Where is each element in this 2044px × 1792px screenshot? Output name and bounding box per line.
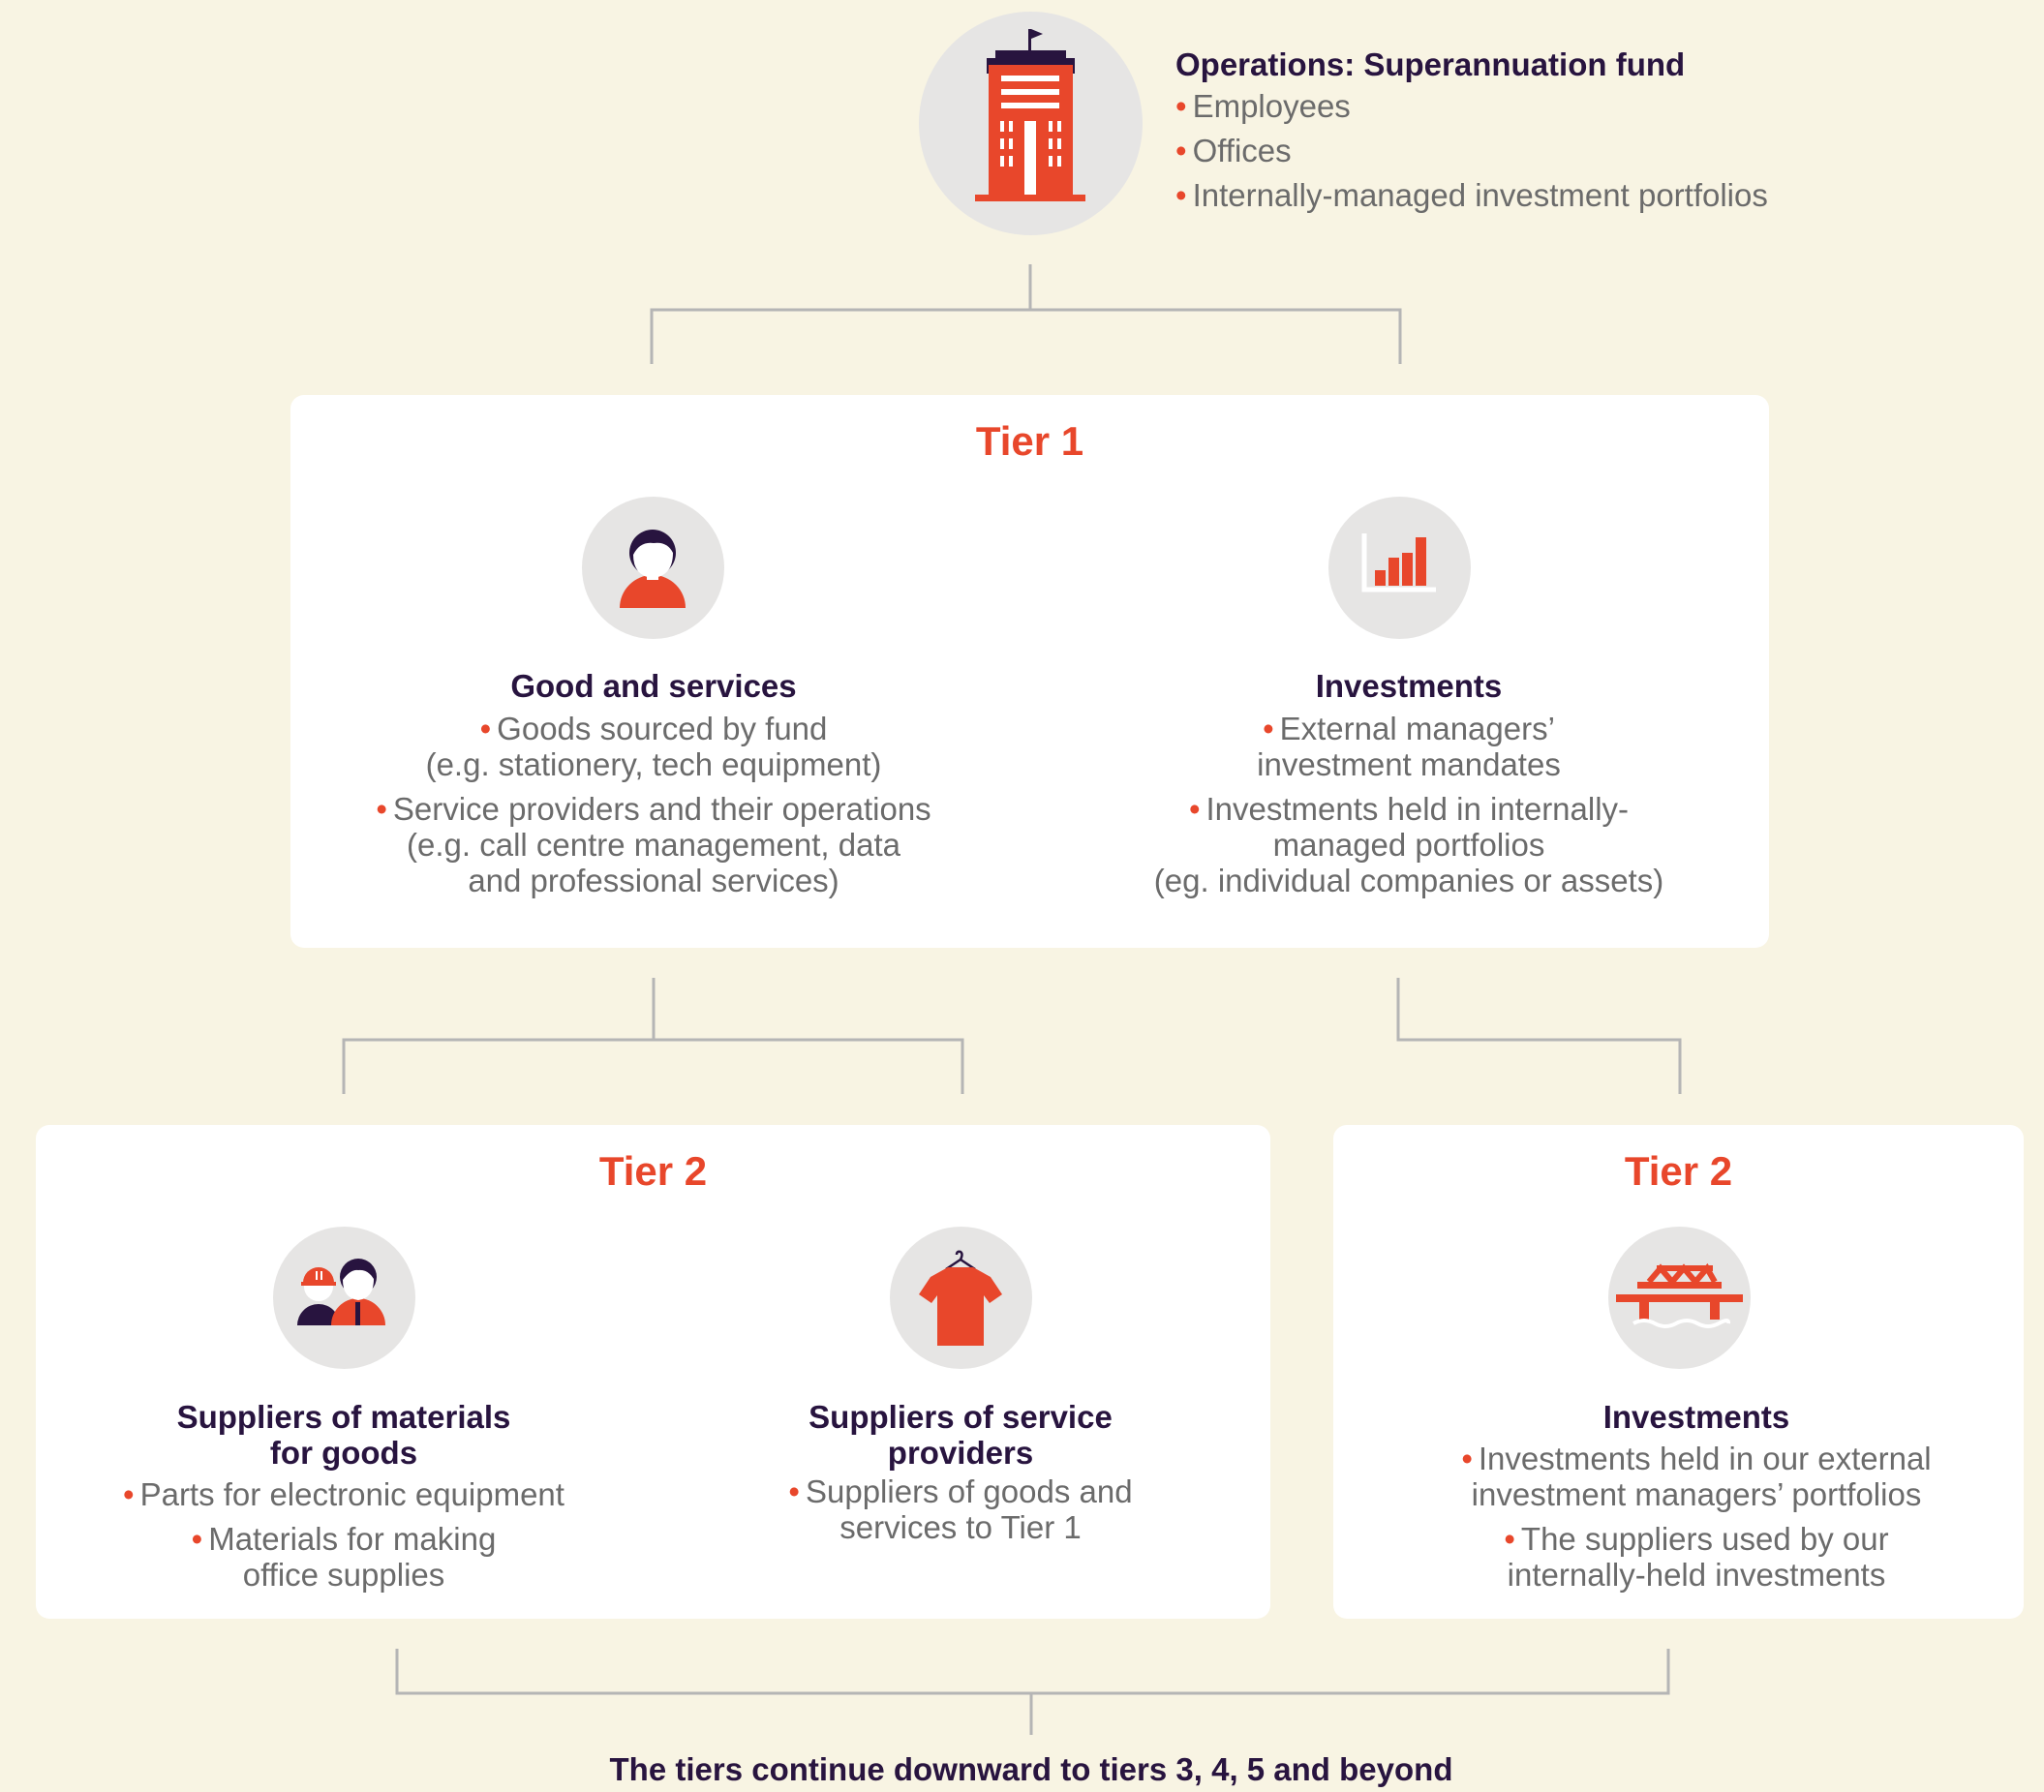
list-item: • Parts for electronic equipment bbox=[123, 1476, 564, 1512]
goods-icon-circle bbox=[582, 497, 724, 639]
list-item: • The suppliers used by our internally-held investments bbox=[1504, 1521, 1889, 1593]
list-item: • Materials for making office supplies bbox=[191, 1521, 497, 1593]
tshirt-icon bbox=[890, 1227, 1032, 1369]
operations-text bbox=[1175, 46, 1950, 218]
materials-heading: Suppliers of materials for goods bbox=[176, 1399, 511, 1471]
list-item: • Goods sourced by fund (e.g. stationery, tech equipment) bbox=[425, 711, 882, 782]
materials-list bbox=[63, 1476, 625, 1601]
goods-heading: Good and services bbox=[510, 668, 797, 704]
list-item: • Investments held in our external investment managers’ portfolios bbox=[1461, 1441, 1932, 1512]
tier2-right-card bbox=[1333, 1125, 2024, 1619]
list-item: • Service providers and their operations (e.g. call centre management, data and professional services) bbox=[376, 791, 931, 898]
tier2-left-card bbox=[36, 1125, 1270, 1619]
bridge-icon bbox=[1608, 1227, 1751, 1369]
tier2-investments-heading: Investments bbox=[1602, 1399, 1790, 1435]
services-heading: Suppliers of service providers bbox=[808, 1399, 1113, 1471]
tier2-left-title: Tier 2 bbox=[598, 1148, 708, 1194]
investments-icon-circle bbox=[1328, 497, 1471, 639]
list-item: • Internally-managed investment portfolios bbox=[1175, 177, 1768, 213]
goods-list bbox=[349, 711, 959, 907]
list-item: • External managers’ investment mandates bbox=[1257, 711, 1561, 782]
tier1-card bbox=[290, 395, 1769, 948]
tier2-investments-list bbox=[1372, 1441, 2021, 1601]
tier2-right-title: Tier 2 bbox=[1624, 1148, 1733, 1194]
investments-heading: Investments bbox=[1315, 668, 1503, 704]
bar-chart-icon bbox=[1328, 497, 1471, 639]
services-list bbox=[718, 1473, 1203, 1554]
list-item: • Investments held in internally- managed portfolios (eg. individual companies or assets) bbox=[1153, 791, 1664, 898]
tier1-title: Tier 1 bbox=[975, 418, 1084, 464]
office-building-icon bbox=[919, 12, 1143, 235]
list-item: • Offices bbox=[1175, 133, 1292, 168]
list-item: • Suppliers of goods and services to Tier 1 bbox=[788, 1473, 1133, 1545]
operations-icon-circle bbox=[919, 12, 1143, 235]
person-icon bbox=[582, 497, 724, 639]
investments-list bbox=[1094, 711, 1724, 907]
bridge-icon-circle bbox=[1608, 1227, 1751, 1369]
services-icon-circle bbox=[890, 1227, 1032, 1369]
operations-list bbox=[1175, 84, 1950, 218]
list-item: • Employees bbox=[1175, 88, 1351, 124]
workers-icon bbox=[273, 1227, 415, 1369]
operations-title: Operations: Superannuation fund bbox=[1175, 46, 1686, 82]
materials-icon-circle bbox=[273, 1227, 415, 1369]
footer-text: The tiers continue downward to tiers 3, 4, 5 and beyond bbox=[609, 1751, 1453, 1787]
